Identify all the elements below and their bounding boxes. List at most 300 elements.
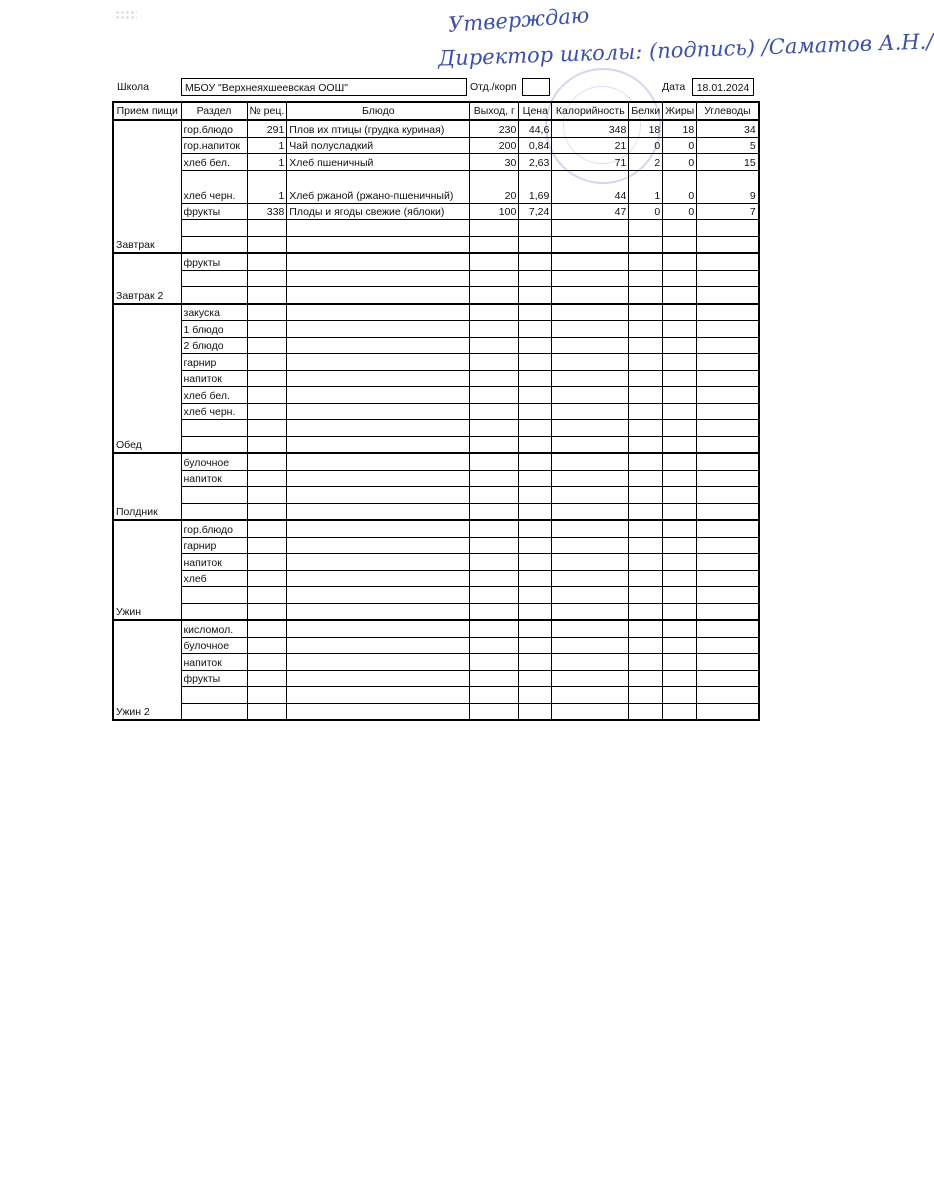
fat-cell: 0 <box>663 154 697 171</box>
section-cell: напиток <box>181 370 247 387</box>
calories-cell: 44 <box>552 170 629 203</box>
fat-cell: 0 <box>663 137 697 154</box>
price-cell <box>519 520 552 537</box>
carbs-cell <box>697 354 759 371</box>
protein-cell <box>629 554 663 571</box>
section-cell <box>181 603 247 620</box>
dish-cell <box>287 436 470 453</box>
section-cell: гарнир <box>181 537 247 554</box>
recipe-cell <box>247 321 287 338</box>
yield-cell <box>470 270 519 287</box>
yield-cell <box>470 637 519 654</box>
table-row <box>113 436 759 453</box>
dish-cell <box>287 554 470 571</box>
protein-cell: 2 <box>629 154 663 171</box>
table-row <box>113 420 759 437</box>
yield-cell: 20 <box>470 170 519 203</box>
price-cell <box>519 603 552 620</box>
fat-cell: 0 <box>663 203 697 220</box>
yield-cell: 30 <box>470 154 519 171</box>
recipe-cell <box>247 403 287 420</box>
table-row <box>113 287 759 304</box>
protein-cell <box>629 337 663 354</box>
carbs-cell <box>697 436 759 453</box>
yield-cell <box>470 470 519 487</box>
protein-cell <box>629 687 663 704</box>
price-cell <box>519 620 552 637</box>
price-cell <box>519 420 552 437</box>
fat-cell <box>663 620 697 637</box>
carbs-cell <box>697 403 759 420</box>
recipe-cell <box>247 370 287 387</box>
dish-cell <box>287 687 470 704</box>
protein-cell <box>629 236 663 253</box>
section-cell: фрукты <box>181 253 247 270</box>
table-row <box>113 520 759 537</box>
calories-cell <box>552 453 629 470</box>
section-cell <box>181 270 247 287</box>
price-cell: 7,24 <box>519 203 552 220</box>
protein-cell <box>629 220 663 237</box>
section-cell: гарнир <box>181 354 247 371</box>
protein-cell <box>629 520 663 537</box>
price-cell <box>519 287 552 304</box>
table-row <box>113 620 759 637</box>
protein-cell: 0 <box>629 203 663 220</box>
meal-cell: Ужин 2 <box>113 620 181 720</box>
table-row <box>113 170 759 203</box>
price-cell <box>519 403 552 420</box>
date-value: 18.01.2024 <box>692 78 754 96</box>
calories-cell: 348 <box>552 120 629 137</box>
yield-cell <box>470 487 519 504</box>
fat-cell <box>663 420 697 437</box>
carbs-cell: 9 <box>697 170 759 203</box>
dish-cell: Чай полусладкий <box>287 137 470 154</box>
recipe-cell <box>247 703 287 720</box>
table-row <box>113 470 759 487</box>
section-cell: 2 блюдо <box>181 337 247 354</box>
section-cell: кисломол. <box>181 620 247 637</box>
carbs-cell <box>697 570 759 587</box>
fat-cell <box>663 270 697 287</box>
fat-cell <box>663 304 697 321</box>
price-cell: 1,69 <box>519 170 552 203</box>
table-row <box>113 354 759 371</box>
recipe-cell <box>247 637 287 654</box>
recipe-cell <box>247 670 287 687</box>
recipe-cell <box>247 654 287 671</box>
yield-cell <box>470 287 519 304</box>
section-cell: гор.напиток <box>181 137 247 154</box>
section-cell <box>181 436 247 453</box>
protein-cell <box>629 436 663 453</box>
recipe-cell <box>247 470 287 487</box>
calories-cell <box>552 620 629 637</box>
table-row <box>113 453 759 470</box>
calories-cell <box>552 420 629 437</box>
protein-cell <box>629 403 663 420</box>
protein-cell <box>629 370 663 387</box>
dish-cell <box>287 370 470 387</box>
fat-cell <box>663 253 697 270</box>
table-row <box>113 120 759 137</box>
yield-cell <box>470 587 519 604</box>
calories-cell <box>552 603 629 620</box>
price-cell <box>519 703 552 720</box>
carbs-cell <box>697 537 759 554</box>
dish-cell <box>287 654 470 671</box>
calories-cell <box>552 554 629 571</box>
price-cell: 2,63 <box>519 154 552 171</box>
dish-cell <box>287 287 470 304</box>
recipe-cell <box>247 236 287 253</box>
recipe-cell <box>247 337 287 354</box>
protein-cell <box>629 537 663 554</box>
dish-cell <box>287 587 470 604</box>
dish-cell: Хлеб пшеничный <box>287 154 470 171</box>
fat-cell <box>663 554 697 571</box>
carbs-cell <box>697 687 759 704</box>
dish-cell <box>287 354 470 371</box>
yield-cell <box>470 654 519 671</box>
protein-cell <box>629 387 663 404</box>
recipe-cell <box>247 603 287 620</box>
price-cell: 44,6 <box>519 120 552 137</box>
carbs-cell <box>697 587 759 604</box>
column-header: Углеводы <box>697 102 759 120</box>
section-cell: хлеб черн. <box>181 403 247 420</box>
protein-cell <box>629 321 663 338</box>
carbs-cell <box>697 220 759 237</box>
fat-cell <box>663 236 697 253</box>
protein-cell <box>629 487 663 504</box>
section-cell <box>181 420 247 437</box>
column-header: Выход, г <box>470 102 519 120</box>
carbs-cell <box>697 337 759 354</box>
table-row <box>113 687 759 704</box>
carbs-cell <box>697 270 759 287</box>
calories-cell <box>552 370 629 387</box>
table-header-row <box>113 102 759 120</box>
section-cell <box>181 703 247 720</box>
recipe-cell <box>247 453 287 470</box>
carbs-cell <box>697 554 759 571</box>
meal-cell: Обед <box>113 304 181 454</box>
recipe-cell <box>247 387 287 404</box>
section-cell: напиток <box>181 554 247 571</box>
table-row <box>113 370 759 387</box>
carbs-cell <box>697 654 759 671</box>
recipe-cell <box>247 620 287 637</box>
dish-cell <box>287 603 470 620</box>
calories-cell <box>552 236 629 253</box>
calories-cell <box>552 503 629 520</box>
fat-cell <box>663 687 697 704</box>
price-cell: 0,84 <box>519 137 552 154</box>
section-cell: хлеб бел. <box>181 387 247 404</box>
protein-cell <box>629 253 663 270</box>
carbs-cell <box>697 637 759 654</box>
price-cell <box>519 220 552 237</box>
fat-cell <box>663 670 697 687</box>
dish-cell: Хлеб ржаной (ржано-пшеничный) <box>287 170 470 203</box>
price-cell <box>519 637 552 654</box>
protein-cell <box>629 620 663 637</box>
recipe-cell: 1 <box>247 154 287 171</box>
table-row <box>113 253 759 270</box>
dish-cell <box>287 703 470 720</box>
price-cell <box>519 537 552 554</box>
fat-cell <box>663 337 697 354</box>
yield-cell <box>470 687 519 704</box>
price-cell <box>519 503 552 520</box>
date-label: Дата <box>662 81 686 93</box>
calories-cell <box>552 287 629 304</box>
protein-cell <box>629 420 663 437</box>
column-header: Цена <box>519 102 552 120</box>
school-label: Школа <box>117 81 149 93</box>
dish-cell <box>287 304 470 321</box>
dish-cell <box>287 620 470 637</box>
table-row <box>113 703 759 720</box>
fat-cell <box>663 470 697 487</box>
yield-cell <box>470 220 519 237</box>
protein-cell <box>629 587 663 604</box>
yield-cell <box>470 537 519 554</box>
price-cell <box>519 587 552 604</box>
scan-artifact <box>115 10 137 20</box>
yield-cell <box>470 603 519 620</box>
table-row <box>113 387 759 404</box>
carbs-cell <box>697 487 759 504</box>
section-cell <box>181 287 247 304</box>
price-cell <box>519 554 552 571</box>
price-cell <box>519 670 552 687</box>
section-cell: булочное <box>181 637 247 654</box>
yield-cell: 230 <box>470 120 519 137</box>
yield-cell <box>470 236 519 253</box>
dish-cell <box>287 537 470 554</box>
calories-cell <box>552 354 629 371</box>
yield-cell <box>470 453 519 470</box>
protein-cell: 1 <box>629 170 663 203</box>
calories-cell <box>552 687 629 704</box>
column-header: Жиры <box>663 102 697 120</box>
yield-cell <box>470 321 519 338</box>
table-row <box>113 487 759 504</box>
yield-cell <box>470 436 519 453</box>
carbs-cell <box>697 304 759 321</box>
dish-cell <box>287 403 470 420</box>
section-cell: фрукты <box>181 203 247 220</box>
protein-cell <box>629 637 663 654</box>
section-cell: 1 блюдо <box>181 321 247 338</box>
protein-cell <box>629 503 663 520</box>
yield-cell <box>470 670 519 687</box>
section-cell: хлеб черн. <box>181 170 247 203</box>
column-header: Белки <box>629 102 663 120</box>
protein-cell <box>629 304 663 321</box>
recipe-cell <box>247 587 287 604</box>
recipe-cell <box>247 487 287 504</box>
carbs-cell: 34 <box>697 120 759 137</box>
dish-cell <box>287 220 470 237</box>
calories-cell: 71 <box>552 154 629 171</box>
dish-cell <box>287 337 470 354</box>
yield-cell <box>470 337 519 354</box>
calories-cell: 47 <box>552 203 629 220</box>
fat-cell <box>663 220 697 237</box>
section-cell: гор.блюдо <box>181 120 247 137</box>
fat-cell <box>663 637 697 654</box>
table-row <box>113 587 759 604</box>
section-cell: фрукты <box>181 670 247 687</box>
approval-handwriting: Утверждаю <box>447 3 591 37</box>
section-cell: хлеб <box>181 570 247 587</box>
dish-cell <box>287 420 470 437</box>
table-row <box>113 304 759 321</box>
column-header: Прием пищи <box>113 102 181 120</box>
recipe-cell <box>247 570 287 587</box>
carbs-cell <box>697 253 759 270</box>
yield-cell <box>470 703 519 720</box>
recipe-cell <box>247 436 287 453</box>
recipe-cell: 1 <box>247 170 287 203</box>
section-cell: напиток <box>181 654 247 671</box>
price-cell <box>519 270 552 287</box>
calories-cell <box>552 670 629 687</box>
carbs-cell <box>697 287 759 304</box>
section-cell <box>181 487 247 504</box>
yield-cell <box>470 304 519 321</box>
dept-value <box>522 78 550 96</box>
table-row <box>113 220 759 237</box>
price-cell <box>519 354 552 371</box>
calories-cell <box>552 304 629 321</box>
column-header: Калорийность <box>552 102 629 120</box>
section-cell <box>181 503 247 520</box>
table-row <box>113 654 759 671</box>
carbs-cell <box>697 387 759 404</box>
price-cell <box>519 436 552 453</box>
table-row <box>113 570 759 587</box>
carbs-cell <box>697 503 759 520</box>
table-row <box>113 537 759 554</box>
carbs-cell <box>697 420 759 437</box>
meal-cell: Полдник <box>113 453 181 520</box>
meal-cell: Ужин <box>113 520 181 620</box>
section-cell <box>181 687 247 704</box>
dish-cell <box>287 520 470 537</box>
section-cell <box>181 220 247 237</box>
price-cell <box>519 453 552 470</box>
fat-cell <box>663 520 697 537</box>
fat-cell <box>663 436 697 453</box>
table-row <box>113 137 759 154</box>
meal-group <box>113 304 759 454</box>
price-cell <box>519 687 552 704</box>
section-cell: булочное <box>181 453 247 470</box>
fat-cell <box>663 570 697 587</box>
recipe-cell <box>247 554 287 571</box>
fat-cell: 0 <box>663 170 697 203</box>
yield-cell <box>470 387 519 404</box>
recipe-cell <box>247 503 287 520</box>
recipe-cell <box>247 354 287 371</box>
price-cell <box>519 387 552 404</box>
carbs-cell <box>697 321 759 338</box>
protein-cell <box>629 470 663 487</box>
price-cell <box>519 470 552 487</box>
section-cell <box>181 236 247 253</box>
calories-cell <box>552 253 629 270</box>
yield-cell <box>470 520 519 537</box>
table-row <box>113 637 759 654</box>
recipe-cell <box>247 687 287 704</box>
meal-group <box>113 453 759 520</box>
fat-cell <box>663 354 697 371</box>
price-cell <box>519 236 552 253</box>
recipe-cell <box>247 420 287 437</box>
table-row <box>113 403 759 420</box>
table-row <box>113 203 759 220</box>
recipe-cell <box>247 220 287 237</box>
protein-cell <box>629 654 663 671</box>
price-cell <box>519 321 552 338</box>
dish-cell <box>287 670 470 687</box>
recipe-cell: 338 <box>247 203 287 220</box>
price-cell <box>519 487 552 504</box>
recipe-cell <box>247 253 287 270</box>
price-cell <box>519 654 552 671</box>
protein-cell: 0 <box>629 137 663 154</box>
meal-cell: Завтрак <box>113 120 181 253</box>
meal-group <box>113 620 759 720</box>
protein-cell <box>629 603 663 620</box>
meal-group <box>113 253 759 304</box>
column-header: Блюдо <box>287 102 470 120</box>
carbs-cell <box>697 670 759 687</box>
fat-cell <box>663 370 697 387</box>
price-cell <box>519 304 552 321</box>
calories-cell <box>552 270 629 287</box>
recipe-cell: 291 <box>247 120 287 137</box>
dish-cell <box>287 637 470 654</box>
protein-cell <box>629 270 663 287</box>
fat-cell <box>663 453 697 470</box>
carbs-cell: 7 <box>697 203 759 220</box>
fat-cell <box>663 603 697 620</box>
dish-cell <box>287 270 470 287</box>
dept-label: Отд./корп <box>470 81 517 93</box>
price-cell <box>519 253 552 270</box>
recipe-cell <box>247 304 287 321</box>
dish-cell <box>287 570 470 587</box>
table-row <box>113 503 759 520</box>
yield-cell <box>470 354 519 371</box>
protein-cell <box>629 287 663 304</box>
column-header: Раздел <box>181 102 247 120</box>
calories-cell <box>552 220 629 237</box>
protein-cell <box>629 670 663 687</box>
section-cell: закуска <box>181 304 247 321</box>
fat-cell: 18 <box>663 120 697 137</box>
calories-cell <box>552 637 629 654</box>
carbs-cell <box>697 620 759 637</box>
protein-cell <box>629 453 663 470</box>
calories-cell <box>552 436 629 453</box>
